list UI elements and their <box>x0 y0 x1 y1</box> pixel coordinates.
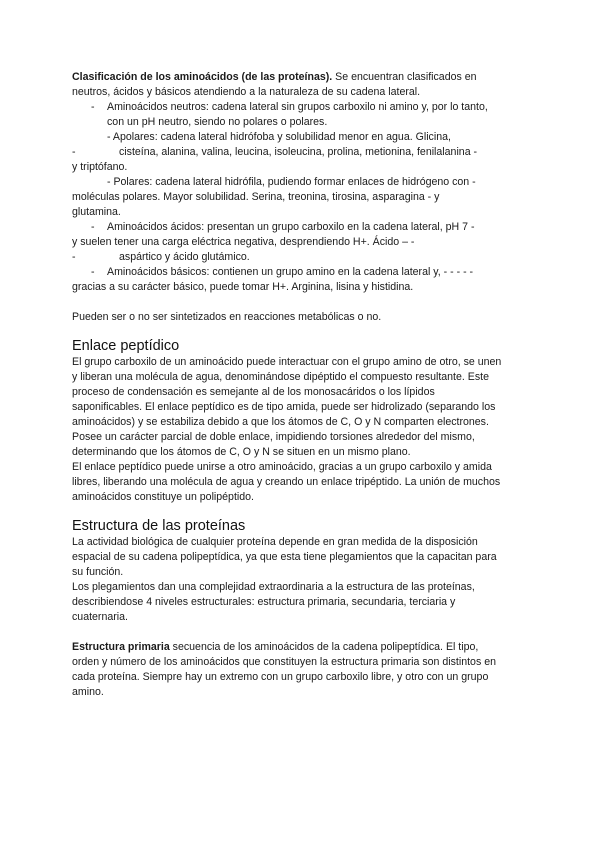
estructura-line: La actividad biológica de cualquier proteína depende en gran medida de la disposición <box>72 536 478 548</box>
neutros-line-1: Aminoácidos neutros: cadena lateral sin grupos carboxilo ni amino y, por lo tanto, <box>107 101 488 113</box>
primaria-line: orden y número de los aminoácidos que constituyen la estructura primaria son distintos en <box>72 656 496 668</box>
estructura-line: su función. <box>72 566 124 578</box>
bullet-dash: - <box>72 251 76 263</box>
bullet-dash: - <box>91 101 95 113</box>
primaria-intro: Estructura primaria secuencia de los aminoácidos de la cadena polipeptídica. El tipo, <box>72 641 479 653</box>
classification-title: Clasificación de los aminoácidos (de las proteínas). <box>72 71 333 83</box>
enlace-line: aminoácidos) y se estabiliza debido a que los átomos de C, O y N comparten electrones. <box>72 416 489 428</box>
bullet-dash: - <box>72 146 76 158</box>
apolares-line-3: y triptófano. <box>72 161 128 173</box>
primaria-line: amino. <box>72 686 104 698</box>
enlace-line: El grupo carboxilo de un aminoácido puede interactuar con el grupo amino de otro, se unen <box>72 356 502 368</box>
estructura-heading: Estructura de las proteínas <box>72 518 246 534</box>
primaria-line: cada proteína. Siempre hay un extremo con un grupo carboxilo libre, y otro con un grupo <box>72 671 489 683</box>
basicos-line-2: gracias a su carácter básico, puede tomar H+. Arginina, lisina y histidina. <box>72 281 414 293</box>
enlace-line: aminoácidos constituye un polipéptido. <box>72 491 254 503</box>
enlace-line: y liberan una molécula de agua, denominándose dipéptido el compuesto resultante. Este <box>72 371 489 383</box>
enlace-line: proceso de condensación es semejante al de los monosacáridos o los lípidos <box>72 386 435 398</box>
apolares-line-1: - Apolares: cadena lateral hidrófoba y solubilidad menor en agua. Glicina, <box>107 131 451 143</box>
enlace-heading: Enlace peptídico <box>72 338 180 354</box>
polares-line-1: - Polares: cadena lateral hidrófila, pudiendo formar enlaces de hidrógeno con - <box>107 176 476 188</box>
primaria-term: Estructura primaria <box>72 641 170 653</box>
enlace-line: libres, liberando una molécula de agua y creando un enlace tripéptido. La unión de muchos <box>72 476 501 488</box>
acidos-line-3: aspártico y ácido glutámico. <box>119 251 250 263</box>
classification-intro-line2: neutros, ácidos y básicos atendiendo a la naturaleza de su cadena lateral. <box>72 86 421 98</box>
enlace-line: saponificables. El enlace peptídico es de tipo amida, puede ser hidrolizado (separando los <box>72 401 496 413</box>
enlace-line: determinando que los átomos de C, O y N se situen en un mismo plano. <box>72 446 411 458</box>
neutros-line-2: con un pH neutro, siendo no polares o polares. <box>107 116 328 128</box>
estructura-line: Los plegamientos dan una complejidad extraordinaria a la estructura de las proteínas, <box>72 581 475 593</box>
estructura-line: cuaternaria. <box>72 611 128 623</box>
enlace-line: El enlace peptídico puede unirse a otro aminoácido, gracias a un grupo carboxilo y amida <box>72 461 492 473</box>
acidos-line-2: y suelen tener una carga eléctrica negativa, desprendiendo H+. Ácido – - <box>72 236 415 248</box>
polares-line-3: glutamina. <box>72 206 121 218</box>
synthesis-note: Pueden ser o no ser sintetizados en reacciones metabólicas o no. <box>72 311 382 323</box>
basicos-line-1: Aminoácidos básicos: contienen un grupo amino en la cadena lateral y, - - - - - <box>107 266 474 278</box>
apolares-line-2: cisteína, alanina, valina, leucina, isoleucina, prolina, metionina, fenilalanina - <box>119 146 478 158</box>
classification-intro: Clasificación de los aminoácidos (de las proteínas). Se encuentran clasificados en <box>72 71 477 83</box>
estructura-line: describiendose 4 niveles estructurales: estructura primaria, secundaria, terciaria y <box>72 596 456 608</box>
polares-line-2: moléculas polares. Mayor solubilidad. Serina, treonina, tirosina, asparagina - y <box>72 191 440 203</box>
estructura-line: espacial de su cadena polipeptídica, ya que esta tiene plegamientos que la capacitan para <box>72 551 497 563</box>
acidos-line-1: Aminoácidos ácidos: presentan un grupo carboxilo en la cadena lateral, pH 7 - <box>107 221 475 233</box>
bullet-dash: - <box>91 266 95 278</box>
bullet-dash: - <box>91 221 95 233</box>
enlace-line: Posee un carácter parcial de doble enlace, impidiendo torsiones alrededor del mismo, <box>72 431 475 443</box>
